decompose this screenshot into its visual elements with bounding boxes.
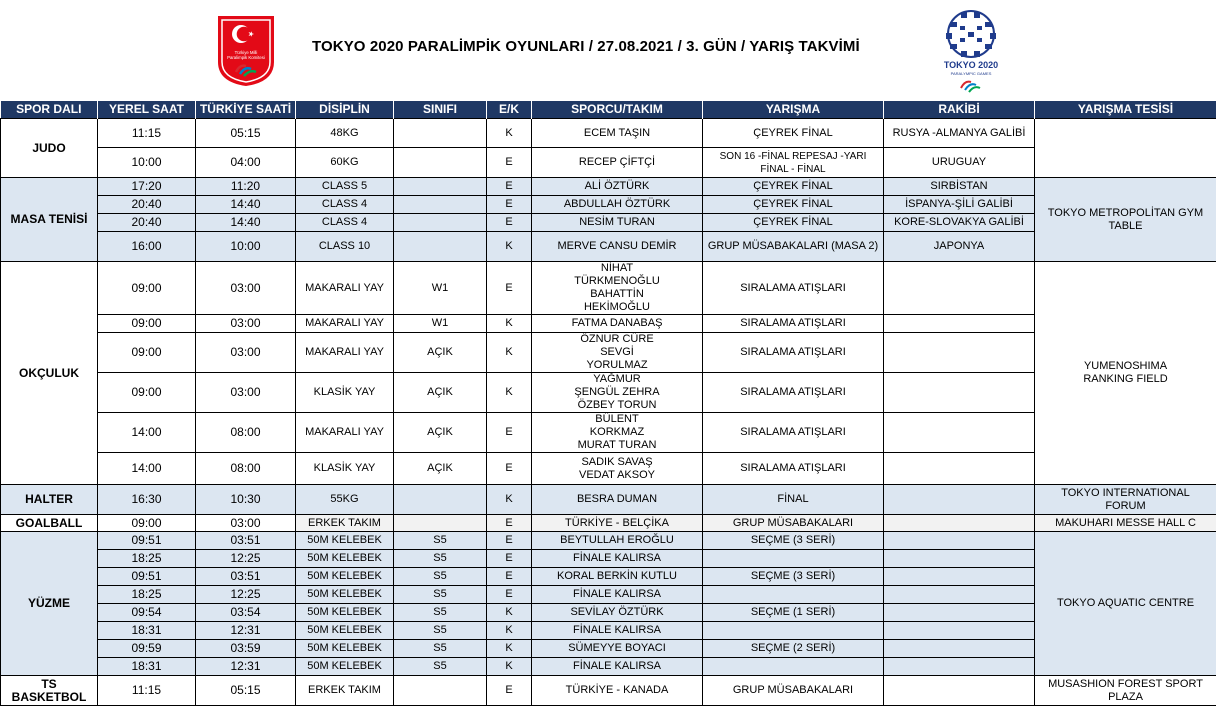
table-row (1, 658, 1216, 676)
table-row (1, 262, 1216, 315)
cell-turkey-time: 04:00 (196, 148, 296, 178)
cell-opponent: İSPANYA-ŞİLİ GALİBİ (884, 196, 1035, 214)
cell-discipline: KLASİK YAY (296, 373, 394, 413)
cell-local-time: 09:00 (98, 315, 196, 333)
cell-competition: SIRALAMA ATIŞLARI (703, 262, 884, 315)
cell-discipline: 50M KELEBEK (296, 568, 394, 586)
cell-competition: SIRALAMA ATIŞLARI (703, 413, 884, 453)
cell-gender: E (487, 532, 532, 550)
cell-turkey-time: 03:51 (196, 568, 296, 586)
tokyo-logo-text: TOKYO 2020 (944, 60, 998, 70)
cell-venue-ts-basketbol: MUSASHION FOREST SPORT PLAZA (1035, 676, 1216, 706)
cell-gender: K (487, 485, 532, 515)
cell-discipline: KLASİK YAY (296, 453, 394, 485)
table-row (1, 453, 1216, 485)
cell-athlete: BEYTULLAH EROĞLU (532, 532, 703, 550)
cell-opponent: SIRBİSTAN (884, 178, 1035, 196)
table-header-row (1, 101, 1216, 119)
cell-gender: K (487, 232, 532, 262)
cell-athlete: BÜLENT KORKMAZ MURAT TURAN (532, 413, 703, 453)
cell-opponent (884, 515, 1035, 532)
cell-discipline: 50M KELEBEK (296, 658, 394, 676)
col-header-sinifi: SINIFI (394, 101, 487, 119)
cell-competition: SEÇME (3 SERİ) (703, 568, 884, 586)
cell-discipline: 50M KELEBEK (296, 604, 394, 622)
cell-athlete: FİNALE KALIRSA (532, 658, 703, 676)
cell-athlete: ÖZNUR CÜRE SEVGİ YORULMAZ (532, 333, 703, 373)
cell-class (394, 676, 487, 706)
cell-class (394, 485, 487, 515)
cell-gender: E (487, 586, 532, 604)
cell-discipline: 50M KELEBEK (296, 622, 394, 640)
cell-competition: SON 16 -FİNAL REPESAJ -YARI FİNAL - FİNAL (703, 148, 884, 178)
table-row (1, 604, 1216, 622)
cell-gender: K (487, 315, 532, 333)
cell-opponent (884, 622, 1035, 640)
cell-athlete: FATMA DANABAŞ (532, 315, 703, 333)
cell-discipline: 50M KELEBEK (296, 586, 394, 604)
cell-competition: ÇEYREK FİNAL (703, 196, 884, 214)
cell-turkey-time: 14:40 (196, 196, 296, 214)
cell-opponent (884, 373, 1035, 413)
cell-athlete: NESİM TURAN (532, 214, 703, 232)
cell-local-time: 10:00 (98, 148, 196, 178)
cell-local-time: 09:51 (98, 568, 196, 586)
svg-text:Türkiye Milli: Türkiye Milli (235, 50, 258, 55)
cell-class: S5 (394, 622, 487, 640)
svg-text:Paralimpik Komitesi: Paralimpik Komitesi (227, 55, 265, 60)
cell-local-time: 09:54 (98, 604, 196, 622)
cell-competition: SEÇME (3 SERİ) (703, 532, 884, 550)
cell-class: AÇIK (394, 333, 487, 373)
cell-athlete: SADIK SAVAŞ VEDAT AKSOY (532, 453, 703, 485)
cell-class: W1 (394, 262, 487, 315)
tokyo-logo-subtext: PARALYMPIC GAMES (951, 71, 992, 76)
cell-athlete: ABDULLAH ÖZTÜRK (532, 196, 703, 214)
cell-turkey-time: 03:54 (196, 604, 296, 622)
cell-local-time: 09:00 (98, 262, 196, 315)
tokyo-2020-paralympic-emblem (936, 4, 1006, 96)
cell-class: AÇIK (394, 453, 487, 485)
cell-athlete: YAĞMUR ŞENGÜL ZEHRA ÖZBEY TORUN (532, 373, 703, 413)
cell-local-time: 18:25 (98, 550, 196, 568)
cell-competition: GRUP MÜSABAKALARI (703, 676, 884, 706)
cell-discipline: CLASS 4 (296, 196, 394, 214)
cell-class: S5 (394, 640, 487, 658)
col-header-turkiye-saati: TÜRKİYE SAATİ (196, 101, 296, 119)
col-header-yarisma: YARIŞMA (703, 101, 884, 119)
cell-turkey-time: 11:20 (196, 178, 296, 196)
cell-competition (703, 658, 884, 676)
cell-opponent (884, 586, 1035, 604)
cell-local-time: 11:15 (98, 676, 196, 706)
cell-competition: GRUP MÜSABAKALARI (MASA 2) (703, 232, 884, 262)
table-row (1, 333, 1216, 373)
table-row (1, 640, 1216, 658)
col-header-disiplin: DİSİPLİN (296, 101, 394, 119)
cell-competition: SIRALAMA ATIŞLARI (703, 453, 884, 485)
cell-gender: K (487, 658, 532, 676)
cell-athlete: FİNALE KALIRSA (532, 586, 703, 604)
cell-venue-judo (1035, 119, 1216, 178)
sport-name-yuzme: YÜZME (1, 532, 98, 676)
cell-class: S5 (394, 550, 487, 568)
cell-local-time: 11:15 (98, 119, 196, 148)
sport-name-halter: HALTER (1, 485, 98, 515)
cell-competition: ÇEYREK FİNAL (703, 214, 884, 232)
cell-class (394, 214, 487, 232)
cell-competition: SEÇME (1 SERİ) (703, 604, 884, 622)
cell-turkey-time: 03:00 (196, 515, 296, 532)
cell-turkey-time: 08:00 (196, 413, 296, 453)
cell-discipline: 48KG (296, 119, 394, 148)
table-row (1, 568, 1216, 586)
cell-gender: E (487, 550, 532, 568)
table-row (1, 485, 1216, 515)
cell-opponent: JAPONYA (884, 232, 1035, 262)
cell-local-time: 16:00 (98, 232, 196, 262)
cell-local-time: 18:31 (98, 658, 196, 676)
cell-opponent (884, 604, 1035, 622)
cell-class: S5 (394, 532, 487, 550)
cell-local-time: 14:00 (98, 413, 196, 453)
cell-discipline: ERKEK TAKIM (296, 515, 394, 532)
cell-opponent (884, 333, 1035, 373)
sport-name-okculuk: OKÇULUK (1, 262, 98, 485)
sport-name-masa-tenisi: MASA TENİSİ (1, 178, 98, 262)
cell-turkey-time: 03:00 (196, 333, 296, 373)
cell-turkey-time: 10:30 (196, 485, 296, 515)
cell-athlete: FİNALE KALIRSA (532, 550, 703, 568)
cell-discipline: MAKARALI YAY (296, 413, 394, 453)
cell-gender: E (487, 148, 532, 178)
cell-opponent (884, 640, 1035, 658)
cell-class: S5 (394, 658, 487, 676)
cell-local-time: 09:00 (98, 333, 196, 373)
cell-gender: E (487, 196, 532, 214)
cell-local-time: 17:20 (98, 178, 196, 196)
cell-athlete: BESRA DUMAN (532, 485, 703, 515)
cell-opponent (884, 262, 1035, 315)
cell-local-time: 09:00 (98, 373, 196, 413)
cell-local-time: 09:00 (98, 515, 196, 532)
table-row (1, 214, 1216, 232)
sport-name-judo: JUDO (1, 119, 98, 178)
cell-athlete: ECEM TAŞIN (532, 119, 703, 148)
cell-discipline: CLASS 5 (296, 178, 394, 196)
table-row (1, 532, 1216, 550)
cell-opponent (884, 315, 1035, 333)
table-row (1, 196, 1216, 214)
cell-class (394, 196, 487, 214)
col-header-ek: E/K (487, 101, 532, 119)
cell-turkey-time: 05:15 (196, 119, 296, 148)
cell-opponent: KORE-SLOVAKYA GALİBİ (884, 214, 1035, 232)
cell-local-time: 18:25 (98, 586, 196, 604)
cell-venue-yuzme: TOKYO AQUATIC CENTRE (1035, 532, 1216, 676)
cell-gender: K (487, 604, 532, 622)
cell-competition: SIRALAMA ATIŞLARI (703, 333, 884, 373)
cell-athlete: ALİ ÖZTÜRK (532, 178, 703, 196)
cell-competition (703, 586, 884, 604)
cell-venue-goalball: MAKUHARI MESSE HALL C (1035, 515, 1216, 532)
cell-discipline: CLASS 4 (296, 214, 394, 232)
col-header-sporcu: SPORCU/TAKIM (532, 101, 703, 119)
cell-turkey-time: 12:31 (196, 658, 296, 676)
cell-athlete: TÜRKİYE - BELÇİKA (532, 515, 703, 532)
cell-class: S5 (394, 604, 487, 622)
cell-turkey-time: 03:00 (196, 262, 296, 315)
cell-class: S5 (394, 568, 487, 586)
cell-turkey-time: 10:00 (196, 232, 296, 262)
cell-discipline: ERKEK TAKIM (296, 676, 394, 706)
cell-competition: SIRALAMA ATIŞLARI (703, 373, 884, 413)
col-header-spor-dali: SPOR DALI (1, 101, 98, 119)
cell-gender: K (487, 373, 532, 413)
cell-discipline: 50M KELEBEK (296, 550, 394, 568)
cell-opponent (884, 413, 1035, 453)
cell-gender: E (487, 453, 532, 485)
cell-discipline: MAKARALI YAY (296, 333, 394, 373)
cell-discipline: CLASS 10 (296, 232, 394, 262)
col-header-yerel-saat: YEREL SAAT (98, 101, 196, 119)
cell-gender: E (487, 515, 532, 532)
cell-opponent (884, 532, 1035, 550)
cell-competition: ÇEYREK FİNAL (703, 178, 884, 196)
cell-gender: E (487, 568, 532, 586)
cell-competition: SEÇME (2 SERİ) (703, 640, 884, 658)
turkish-paralympic-committee-logo (214, 12, 278, 88)
cell-competition (703, 550, 884, 568)
cell-opponent (884, 568, 1035, 586)
cell-opponent (884, 453, 1035, 485)
cell-gender: E (487, 262, 532, 315)
cell-gender: K (487, 333, 532, 373)
cell-class: W1 (394, 315, 487, 333)
cell-athlete: FİNALE KALIRSA (532, 622, 703, 640)
sport-name-ts-basketbol: TS BASKETBOL (1, 676, 98, 706)
cell-turkey-time: 12:25 (196, 586, 296, 604)
cell-class (394, 232, 487, 262)
table-row (1, 178, 1216, 196)
table-row (1, 148, 1216, 178)
cell-athlete: KORAL BERKİN KUTLU (532, 568, 703, 586)
table-row (1, 586, 1216, 604)
cell-gender: K (487, 622, 532, 640)
table-row (1, 676, 1216, 706)
cell-discipline: 60KG (296, 148, 394, 178)
cell-discipline: MAKARALI YAY (296, 315, 394, 333)
col-header-tesis: YARIŞMA TESİSİ (1035, 101, 1216, 119)
cell-gender: E (487, 676, 532, 706)
cell-discipline: 50M KELEBEK (296, 640, 394, 658)
cell-discipline: 50M KELEBEK (296, 532, 394, 550)
table-row (1, 119, 1216, 148)
cell-class: AÇIK (394, 373, 487, 413)
cell-turkey-time: 03:00 (196, 373, 296, 413)
cell-athlete: MERVE CANSU DEMİR (532, 232, 703, 262)
cell-turkey-time: 12:31 (196, 622, 296, 640)
cell-gender: E (487, 178, 532, 196)
table-row (1, 315, 1216, 333)
cell-athlete: NİHAT TÜRKMENOĞLU BAHATTİN HEKİMOĞLU (532, 262, 703, 315)
sport-name-goalball: GOALBALL (1, 515, 98, 532)
cell-turkey-time: 03:51 (196, 532, 296, 550)
cell-class: S5 (394, 586, 487, 604)
cell-class (394, 148, 487, 178)
cell-local-time: 18:31 (98, 622, 196, 640)
cell-competition: FİNAL (703, 485, 884, 515)
table-row (1, 515, 1216, 532)
cell-competition: ÇEYREK FİNAL (703, 119, 884, 148)
cell-turkey-time: 14:40 (196, 214, 296, 232)
cell-opponent (884, 485, 1035, 515)
cell-discipline: 55KG (296, 485, 394, 515)
cell-gender: E (487, 413, 532, 453)
cell-local-time: 09:59 (98, 640, 196, 658)
cell-opponent: URUGUAY (884, 148, 1035, 178)
cell-opponent (884, 550, 1035, 568)
schedule-table (0, 101, 1216, 706)
cell-local-time: 16:30 (98, 485, 196, 515)
table-row (1, 413, 1216, 453)
cell-local-time: 14:00 (98, 453, 196, 485)
cell-athlete: TÜRKİYE - KANADA (532, 676, 703, 706)
cell-turkey-time: 12:25 (196, 550, 296, 568)
cell-competition: GRUP MÜSABAKALARI (703, 515, 884, 532)
cell-turkey-time: 03:00 (196, 315, 296, 333)
cell-turkey-time: 03:59 (196, 640, 296, 658)
cell-local-time: 09:51 (98, 532, 196, 550)
cell-venue-halter: TOKYO INTERNATIONAL FORUM (1035, 485, 1216, 515)
cell-class (394, 119, 487, 148)
cell-opponent (884, 658, 1035, 676)
table-row (1, 232, 1216, 262)
table-row (1, 373, 1216, 413)
cell-class (394, 178, 487, 196)
cell-gender: E (487, 214, 532, 232)
cell-turkey-time: 05:15 (196, 676, 296, 706)
cell-competition: SIRALAMA ATIŞLARI (703, 315, 884, 333)
table-row (1, 550, 1216, 568)
cell-athlete: SÜMEYYE BOYACI (532, 640, 703, 658)
cell-opponent (884, 676, 1035, 706)
cell-athlete: SEVİLAY ÖZTÜRK (532, 604, 703, 622)
cell-local-time: 20:40 (98, 196, 196, 214)
table-row (1, 622, 1216, 640)
cell-local-time: 20:40 (98, 214, 196, 232)
cell-class: AÇIK (394, 413, 487, 453)
cell-athlete: RECEP ÇİFTÇİ (532, 148, 703, 178)
cell-competition (703, 622, 884, 640)
cell-discipline: MAKARALI YAY (296, 262, 394, 315)
cell-venue-masa-tenisi: TOKYO METROPOLİTAN GYM TABLE (1035, 178, 1216, 262)
cell-class (394, 515, 487, 532)
cell-gender: K (487, 119, 532, 148)
page-title: TOKYO 2020 PARALİMPİK OYUNLARI / 27.08.2021 / 3. GÜN / YARIŞ TAKVİMİ (312, 38, 860, 55)
cell-opponent: RUSYA -ALMANYA GALİBİ (884, 119, 1035, 148)
page-header (0, 0, 1216, 101)
col-header-rakibi: RAKİBİ (884, 101, 1035, 119)
cell-venue-okculuk: YUMENOSHIMA RANKING FIELD (1035, 262, 1216, 485)
cell-turkey-time: 08:00 (196, 453, 296, 485)
cell-gender: K (487, 640, 532, 658)
